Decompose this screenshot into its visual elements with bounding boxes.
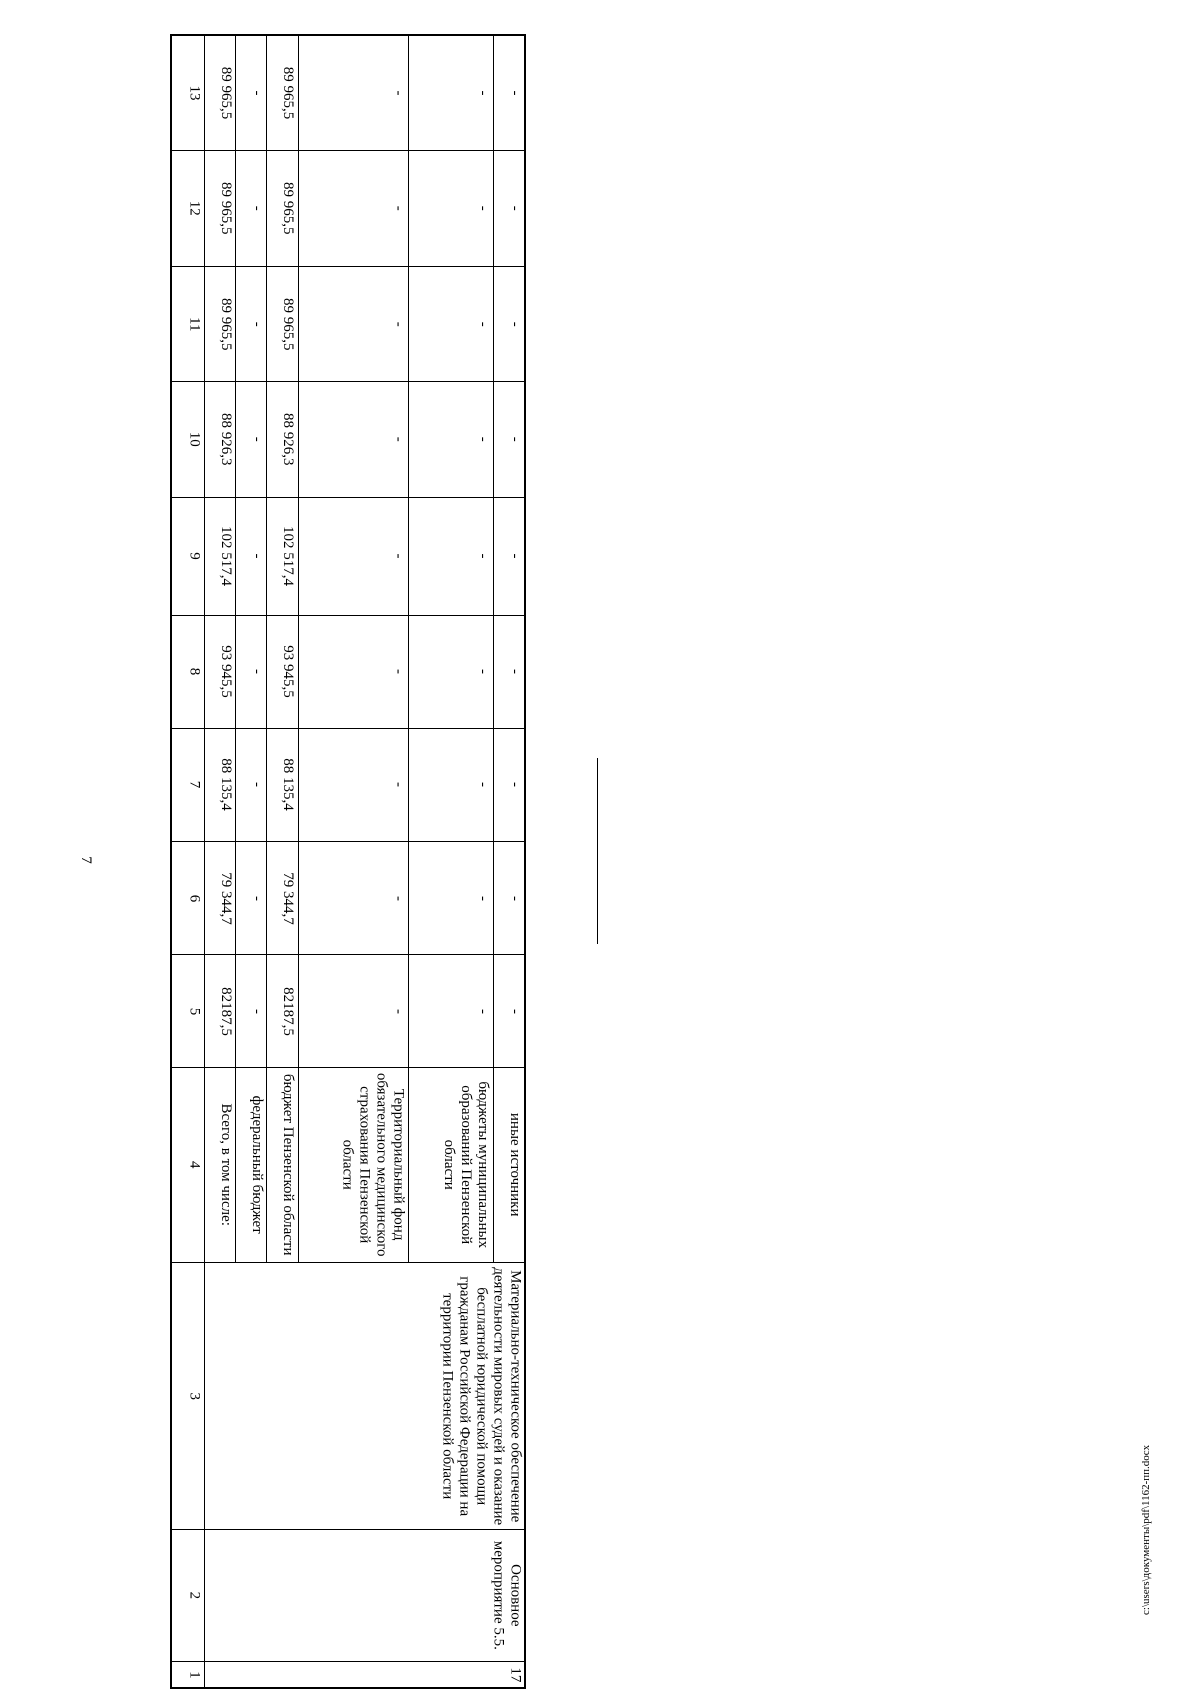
value-cell: 89 965,5 <box>267 35 298 151</box>
value-cell: 89 965,5 <box>267 266 298 382</box>
value-cell: - <box>493 841 525 954</box>
value-cell: - <box>298 841 409 954</box>
value-cell: - <box>409 728 493 841</box>
header-cell: 5 <box>171 955 205 1068</box>
separator-line <box>597 758 598 944</box>
value-cell: - <box>409 841 493 954</box>
table-header-row <box>171 35 205 1688</box>
value-cell: - <box>493 266 525 382</box>
value-cell: - <box>298 728 409 841</box>
value-cell: - <box>409 497 493 615</box>
value-cell: - <box>298 382 409 498</box>
value-cell: 88 135,4 <box>267 728 298 841</box>
funding-table-wrapper <box>170 34 526 1689</box>
header-cell: 12 <box>171 151 205 267</box>
header-cell: 4 <box>171 1068 205 1263</box>
value-cell: 82187,5 <box>267 955 298 1068</box>
value-cell: - <box>493 35 525 151</box>
header-cell: 13 <box>171 35 205 151</box>
value-cell: - <box>236 151 267 267</box>
value-cell: - <box>236 497 267 615</box>
value-cell: 88 926,3 <box>205 382 236 498</box>
value-cell: 89 965,5 <box>205 151 236 267</box>
header-cell: 6 <box>171 841 205 954</box>
value-cell: - <box>493 615 525 728</box>
value-cell: - <box>409 955 493 1068</box>
header-cell: 11 <box>171 266 205 382</box>
value-cell: 89 965,5 <box>205 266 236 382</box>
value-cell: - <box>298 497 409 615</box>
value-cell: - <box>298 615 409 728</box>
value-cell: 79 344,7 <box>267 841 298 954</box>
value-cell: - <box>409 35 493 151</box>
value-cell: - <box>298 955 409 1068</box>
value-cell: 88 135,4 <box>205 728 236 841</box>
value-cell: 102 517,4 <box>205 497 236 615</box>
description-cell: Материально-техническое обеспечение деятельности мировых судей и оказание бесплатной юридической помощи гражданам Российской Федерации на территории Пензенской области <box>205 1262 525 1530</box>
value-cell: - <box>298 266 409 382</box>
value-cell: 88 926,3 <box>267 382 298 498</box>
value-cell: - <box>236 955 267 1068</box>
value-cell: - <box>409 615 493 728</box>
value-cell: - <box>236 615 267 728</box>
value-cell: - <box>493 151 525 267</box>
value-cell: 93 945,5 <box>267 615 298 728</box>
row-number-cell: 17 <box>205 1661 525 1688</box>
value-cell: - <box>409 382 493 498</box>
page-number: 7 <box>78 856 94 864</box>
header-cell: 9 <box>171 497 205 615</box>
funding-source-cell: бюджет Пензенской области <box>267 1068 298 1263</box>
value-cell: 89 965,5 <box>205 35 236 151</box>
value-cell: - <box>493 728 525 841</box>
footer-file-path: c:\users\документы\pdf\1162-пп.docx <box>1140 1444 1152 1615</box>
event-name-cell: Основное мероприятие 5.5. <box>205 1530 525 1661</box>
value-cell: 93 945,5 <box>205 615 236 728</box>
header-cell: 1 <box>171 1661 205 1688</box>
value-cell: - <box>236 382 267 498</box>
header-cell: 2 <box>171 1530 205 1661</box>
funding-source-cell: Всего, в том числе: <box>205 1068 236 1263</box>
funding-source-cell: бюджеты муниципальных образований Пензенской области <box>409 1068 493 1263</box>
value-cell: - <box>236 841 267 954</box>
value-cell: 82187,5 <box>205 955 236 1068</box>
value-cell: 102 517,4 <box>267 497 298 615</box>
value-cell: - <box>493 382 525 498</box>
value-cell: - <box>493 955 525 1068</box>
value-cell: 79 344,7 <box>205 841 236 954</box>
value-cell: - <box>298 35 409 151</box>
header-cell: 3 <box>171 1262 205 1530</box>
value-cell: 89 965,5 <box>267 151 298 267</box>
table-row <box>205 35 236 1688</box>
value-cell: - <box>409 151 493 267</box>
funding-table <box>170 34 526 1689</box>
funding-source-cell: Территориальный фонд обязательного медицинского страхования Пензенской области <box>298 1068 409 1263</box>
funding-source-cell: иные источники <box>493 1068 525 1263</box>
value-cell: - <box>236 35 267 151</box>
value-cell: - <box>409 266 493 382</box>
header-cell: 10 <box>171 382 205 498</box>
header-cell: 8 <box>171 615 205 728</box>
value-cell: - <box>298 151 409 267</box>
header-cell: 7 <box>171 728 205 841</box>
value-cell: - <box>236 728 267 841</box>
funding-source-cell: федеральный бюджет <box>236 1068 267 1263</box>
value-cell: - <box>493 497 525 615</box>
value-cell: - <box>236 266 267 382</box>
